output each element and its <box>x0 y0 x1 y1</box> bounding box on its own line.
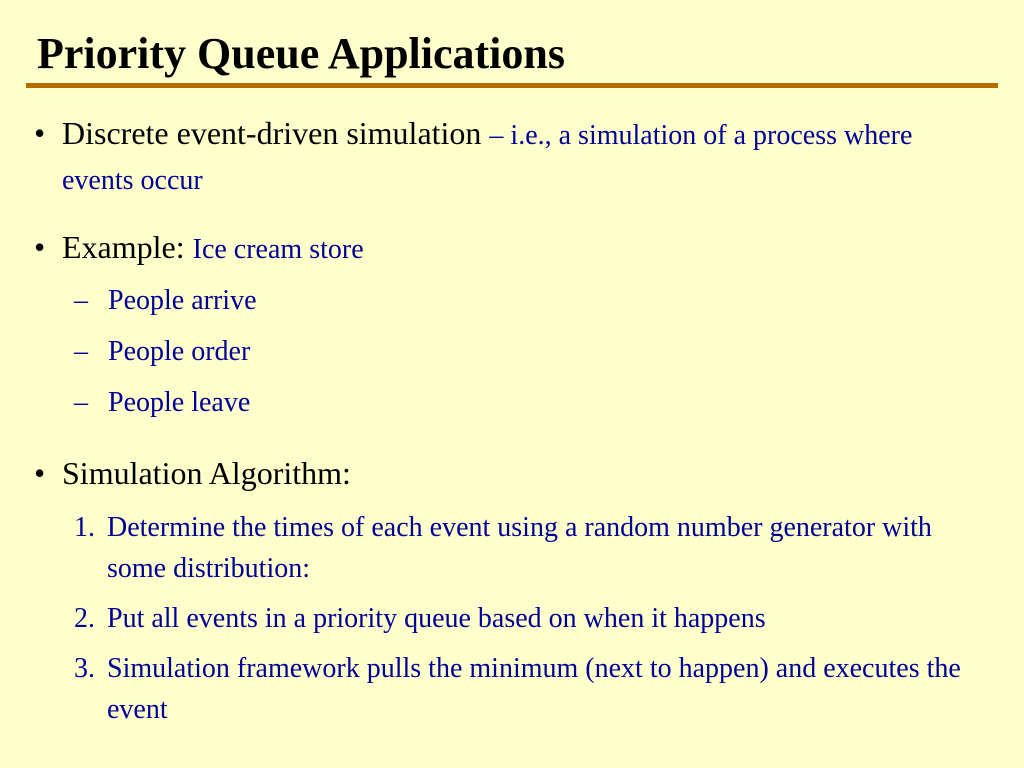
step-text: Determine the times of each event using a random number generator with some distribution: <box>107 512 932 584</box>
bullet-detail: – i.e., a simulation of a process where events occur <box>62 120 913 196</box>
bullet-text <box>62 452 351 494</box>
title-underline <box>26 83 998 88</box>
step-number: 3. <box>74 653 95 684</box>
sub-item-text: People arrive <box>108 285 257 316</box>
bullet-lead: Example: <box>62 229 185 265</box>
sub-item-text: People leave <box>108 387 251 418</box>
bullet-item <box>34 226 364 271</box>
numbered-step <box>74 507 977 589</box>
bullet-lead: Simulation Algorithm: <box>62 455 351 491</box>
bullet-item <box>34 112 924 202</box>
step-number: 1. <box>74 512 95 543</box>
bullet-lead: Discrete event-driven simulation <box>62 115 482 151</box>
sub-item-text: People order <box>108 336 251 367</box>
dash-marker: – <box>74 336 88 367</box>
numbered-step <box>74 648 977 730</box>
bullet-marker: • <box>34 229 46 265</box>
sub-item <box>74 383 250 423</box>
bullet-marker: • <box>34 115 46 151</box>
step-number: 2. <box>74 603 95 634</box>
dash-marker: – <box>74 285 88 316</box>
bullet-text <box>62 226 364 271</box>
sub-item <box>74 281 257 321</box>
step-text: Put all events in a priority queue based on when it happens <box>107 603 766 634</box>
numbered-step <box>74 598 977 639</box>
step-text: Simulation framework pulls the minimum (next to happen) and executes the event <box>107 653 961 725</box>
sub-item <box>74 332 250 372</box>
bullet-marker: • <box>34 455 46 491</box>
bullet-text <box>62 112 922 202</box>
page-title: Priority Queue Applications <box>37 29 565 78</box>
dash-marker: – <box>74 387 88 418</box>
bullet-item <box>34 452 351 494</box>
bullet-detail: Ice cream store <box>192 234 364 265</box>
